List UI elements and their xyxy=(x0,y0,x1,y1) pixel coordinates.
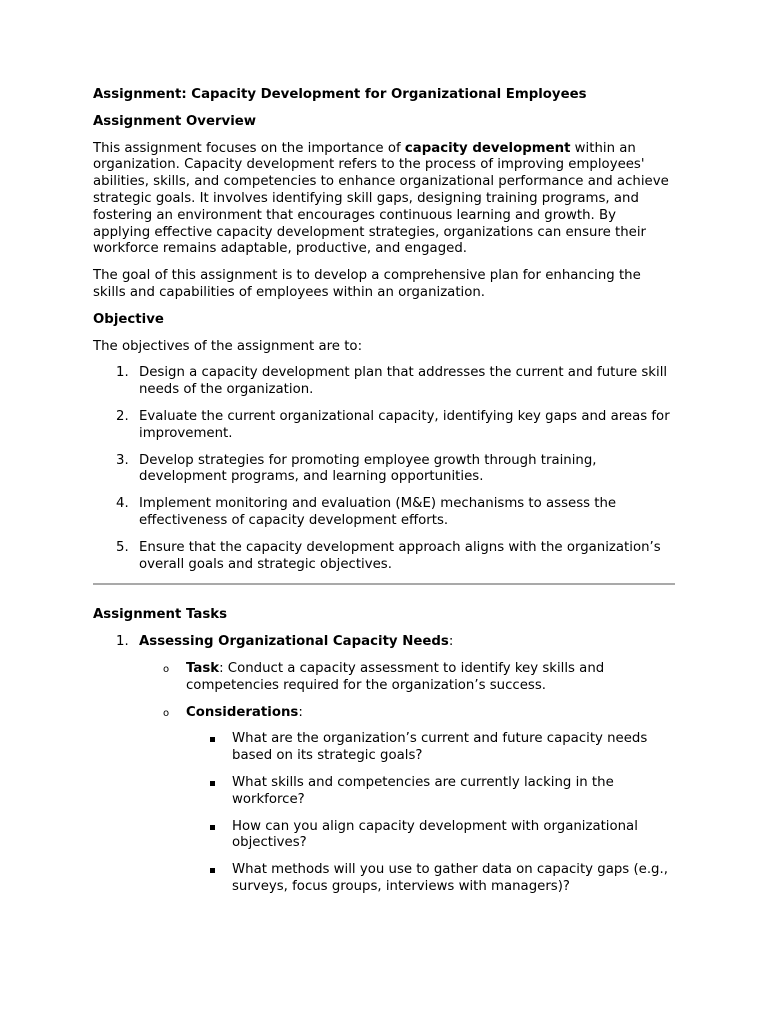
consideration-item xyxy=(93,819,675,853)
list-item-text: Evaluate the current organizational capacity, identifying key gaps and areas for improvement. xyxy=(139,408,670,441)
task-title: Assessing Organizational Capacity Needs xyxy=(139,634,449,650)
list-item xyxy=(93,540,675,574)
square-bullet-icon xyxy=(210,737,215,742)
list-item-text: Ensure that the capacity development approach aligns with the organization’s overall goals and strategic objectives. xyxy=(139,539,661,572)
list-item xyxy=(93,453,675,487)
objective-intro: The objectives of the assignment are to: xyxy=(93,338,363,354)
overview-para1-bold: capacity development xyxy=(404,140,571,156)
objective-heading: Objective xyxy=(93,311,164,327)
square-bullet-icon xyxy=(210,868,215,873)
list-item-text: Implement monitoring and evaluation (M&E) mechanisms to assess the effectiveness of capacity development efforts. xyxy=(139,496,617,528)
consideration-item xyxy=(93,775,675,809)
square-bullet-icon xyxy=(210,781,215,786)
document-page xyxy=(93,87,675,906)
task-description xyxy=(93,661,675,695)
consideration-text: What methods will you use to gather data on capacity gaps (e.g., surveys, focus groups, interviews with managers)? xyxy=(232,862,668,894)
list-number: 2. xyxy=(116,408,129,424)
document-title: Assignment: Capacity Development for Organizational Employees xyxy=(93,87,587,102)
task-text: : Conduct a capacity assessment to identify key skills and competencies required for the organization’s success. xyxy=(186,660,605,693)
consideration-text: What are the organization’s current and future capacity needs based on its strategic goals? xyxy=(232,731,648,764)
list-item xyxy=(93,496,675,530)
overview-paragraph-2: The goal of this assignment is to develop a comprehensive plan for enhancing the skills and capabilities of employees within an organization. xyxy=(93,268,641,300)
task-label: Task xyxy=(186,660,220,676)
list-item xyxy=(93,409,675,443)
overview-heading: Assignment Overview xyxy=(93,113,257,129)
list-item xyxy=(93,365,675,399)
circle-bullet-icon: o xyxy=(163,663,170,675)
considerations-header xyxy=(93,705,675,722)
list-item-text: Develop strategies for promoting employee growth through training, development programs, and learning opportunities. xyxy=(139,452,597,485)
square-bullet-icon xyxy=(210,825,215,830)
consideration-item xyxy=(93,731,675,765)
considerations-suffix: : xyxy=(298,704,303,720)
list-number: 1. xyxy=(116,365,129,381)
horizontal-divider xyxy=(93,583,675,585)
objectives-list xyxy=(93,365,675,573)
overview-para1-prefix: This assignment focuses on the importance of xyxy=(93,140,405,156)
list-number: 3. xyxy=(116,452,129,468)
list-number: 5. xyxy=(116,539,129,555)
tasks-heading: Assignment Tasks xyxy=(93,607,227,623)
consideration-text: What skills and competencies are currently lacking in the workforce? xyxy=(232,774,614,807)
considerations-label: Considerations xyxy=(186,704,299,720)
circle-bullet-icon: o xyxy=(163,707,170,719)
overview-para1-suffix: within an organization. Capacity development refers to the process of improving employees' abilities, skills, and competencies to enhance organizational performance and achieve strategic goals. It involves identifying skill gaps, designing training programs, and fostering an environment that encourages continuous learning and growth. By applying effective capacity development strategies, organizations can ensure their workforce remains adaptable, productive, and engaged. xyxy=(93,140,669,257)
task-number: 1. xyxy=(116,634,129,650)
task-item xyxy=(93,634,675,651)
task-title-suffix: : xyxy=(448,634,454,650)
consideration-text: How can you align capacity development with organizational objectives? xyxy=(232,818,638,851)
overview-paragraph-1 xyxy=(93,141,675,259)
list-item-text: Design a capacity development plan that addresses the current and future skill needs of the organization. xyxy=(139,365,668,398)
list-number: 4. xyxy=(116,496,129,512)
consideration-item xyxy=(93,862,675,896)
